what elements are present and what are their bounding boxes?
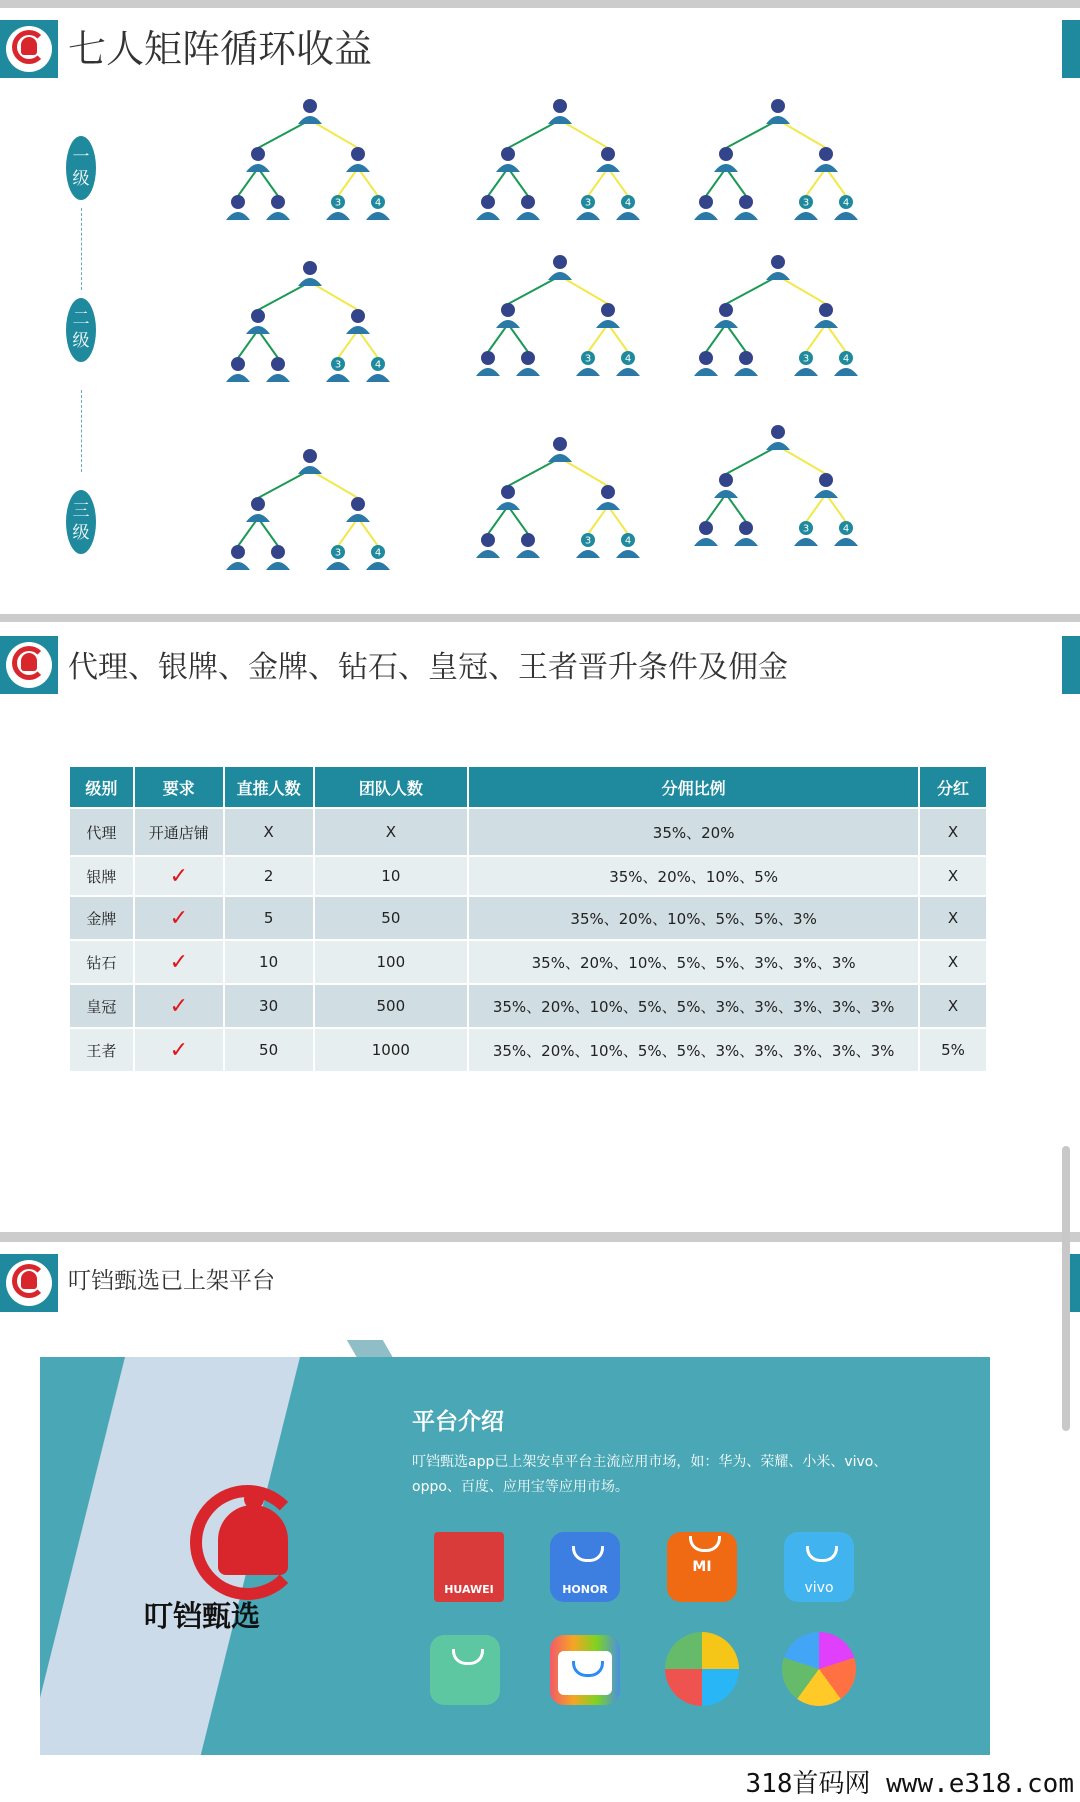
person-body-icon xyxy=(734,212,758,220)
cell-level: 银牌 xyxy=(69,856,134,896)
person-icon xyxy=(271,357,285,371)
tree-connector xyxy=(508,506,528,534)
top-separator xyxy=(0,0,1080,8)
cell-ratio: 35%、20%、10%、5%、5%、3%、3%、3%、3%、3% xyxy=(468,1028,919,1072)
person-body-icon xyxy=(476,550,500,558)
person-body-icon xyxy=(596,164,620,172)
person-body-icon xyxy=(616,550,640,558)
node-number: 4 xyxy=(624,353,632,365)
person-body-icon xyxy=(476,368,500,376)
cell-level: 代理 xyxy=(69,808,134,856)
xiaomi-app-icon: MI xyxy=(667,1532,737,1602)
cell-bonus: 5% xyxy=(919,1028,987,1072)
cell-direct: X xyxy=(224,808,314,856)
person-body-icon xyxy=(266,374,290,382)
person-icon xyxy=(553,437,567,451)
matrix-tree-diagram xyxy=(0,8,1080,614)
cell-ratio: 35%、20%、10%、5%、5%、3%、3%、3%、3%、3% xyxy=(468,984,919,1028)
person-icon xyxy=(553,255,567,269)
cell-team: 10 xyxy=(314,856,469,896)
tree-connector xyxy=(588,324,608,352)
person-body-icon xyxy=(326,562,350,570)
table-row xyxy=(69,1028,987,1072)
cell-team: 100 xyxy=(314,940,469,984)
header-tab xyxy=(1062,636,1080,694)
person-body-icon xyxy=(246,164,270,172)
platform-card xyxy=(40,1357,990,1755)
person-icon xyxy=(351,309,365,323)
person-icon xyxy=(739,195,753,209)
tree-connector xyxy=(358,518,378,546)
tree-connector xyxy=(726,446,778,474)
cell-level: 钻石 xyxy=(69,940,134,984)
person-body-icon xyxy=(834,212,858,220)
tree-connector xyxy=(258,330,278,358)
cell-bonus: X xyxy=(919,896,987,940)
person-icon xyxy=(251,497,265,511)
tree-connector xyxy=(238,518,258,546)
person-icon xyxy=(231,357,245,371)
person-body-icon xyxy=(476,212,500,220)
commission-table xyxy=(68,765,988,1073)
person-body-icon xyxy=(694,212,718,220)
person-icon xyxy=(601,485,615,499)
person-body-icon xyxy=(548,454,572,462)
cell-ratio: 35%、20%、10%、5%、5%、3% xyxy=(468,896,919,940)
person-icon xyxy=(719,473,733,487)
tree-connector xyxy=(258,470,310,498)
table-row xyxy=(69,940,987,984)
level-pill-1: 一 级 xyxy=(66,136,96,200)
person-body-icon xyxy=(734,368,758,376)
cell-team: 500 xyxy=(314,984,469,1028)
tree-connector xyxy=(508,168,528,196)
person-icon xyxy=(501,147,515,161)
person-icon xyxy=(771,425,785,439)
tree-connector xyxy=(826,168,846,196)
person-icon xyxy=(351,147,365,161)
person-body-icon xyxy=(694,538,718,546)
person-icon xyxy=(501,485,515,499)
tree-connector xyxy=(726,494,746,522)
person-icon xyxy=(719,303,733,317)
person-body-icon xyxy=(814,320,838,328)
tree-connector xyxy=(608,324,628,352)
person-body-icon xyxy=(266,562,290,570)
page-title: 代理、银牌、金牌、钻石、皇冠、王者晋升条件及佣金 xyxy=(68,650,788,685)
header-bonus: 分红 xyxy=(919,766,987,808)
cell-team: 1000 xyxy=(314,1028,469,1072)
honor-app-icon: HONOR xyxy=(550,1532,620,1602)
person-body-icon xyxy=(226,562,250,570)
person-icon xyxy=(521,195,535,209)
360-app-icon xyxy=(782,1632,856,1706)
cell-ratio: 35%、20%、10%、5% xyxy=(468,856,919,896)
header-team: 团队人数 xyxy=(314,766,469,808)
person-body-icon xyxy=(346,164,370,172)
level-pill-2: 二 级 xyxy=(66,298,96,362)
person-body-icon xyxy=(496,164,520,172)
tree-connector xyxy=(488,168,508,196)
person-body-icon xyxy=(734,538,758,546)
person-body-icon xyxy=(246,514,270,522)
person-icon xyxy=(251,147,265,161)
tree-connector xyxy=(560,458,608,486)
check-icon: ✓ xyxy=(134,896,224,940)
check-icon: ✓ xyxy=(134,856,224,896)
tree-connector xyxy=(826,494,846,522)
platform-intro: 叮铛甄选app已上架安卓平台主流应用市场，如：华为、荣耀、小米、vivo、oppo、百度、应用宝等应用市场。 xyxy=(412,1454,888,1495)
person-body-icon xyxy=(326,374,350,382)
person-body-icon xyxy=(298,116,322,124)
yingyongbao-app-icon xyxy=(665,1632,739,1706)
person-icon xyxy=(351,497,365,511)
cell-bonus: X xyxy=(919,808,987,856)
cell-ratio: 35%、20% xyxy=(468,808,919,856)
person-body-icon xyxy=(596,320,620,328)
cell-team: 50 xyxy=(314,896,469,940)
separator-2 xyxy=(0,1232,1080,1242)
tree-connector xyxy=(608,506,628,534)
node-number: 4 xyxy=(842,197,850,209)
person-icon xyxy=(303,261,317,275)
person-body-icon xyxy=(694,368,718,376)
person-icon xyxy=(819,473,833,487)
cell-ratio: 35%、20%、10%、5%、5%、3%、3%、3% xyxy=(468,940,919,984)
tree-connector xyxy=(726,120,778,148)
tree-connector xyxy=(310,120,358,148)
person-body-icon xyxy=(714,490,738,498)
person-icon xyxy=(481,533,495,547)
person-body-icon xyxy=(794,212,818,220)
person-icon xyxy=(553,99,567,113)
table-row xyxy=(69,856,987,896)
tree-connector xyxy=(508,458,560,486)
person-body-icon xyxy=(548,272,572,280)
tree-connector xyxy=(338,330,358,358)
person-icon xyxy=(601,303,615,317)
person-body-icon xyxy=(714,164,738,172)
person-icon xyxy=(699,195,713,209)
person-body-icon xyxy=(326,212,350,220)
person-icon xyxy=(521,351,535,365)
header-direct: 直推人数 xyxy=(224,766,314,808)
tree-connector xyxy=(258,120,310,148)
person-icon xyxy=(303,449,317,463)
tree-connector xyxy=(806,168,826,196)
person-body-icon xyxy=(814,164,838,172)
person-body-icon xyxy=(576,212,600,220)
person-body-icon xyxy=(226,212,250,220)
cell-team: X xyxy=(314,808,469,856)
person-icon xyxy=(699,521,713,535)
person-icon xyxy=(601,147,615,161)
cell-bonus: X xyxy=(919,856,987,896)
tree-connector xyxy=(238,168,258,196)
slide-matrix xyxy=(0,8,1080,614)
header-level: 级别 xyxy=(69,766,134,808)
person-body-icon xyxy=(246,326,270,334)
person-body-icon xyxy=(226,374,250,382)
node-number: 4 xyxy=(374,359,382,371)
cell-direct: 2 xyxy=(224,856,314,896)
page-title: 七人矩阵循环收益 xyxy=(68,27,373,71)
watermark: 318首码网 www.e318.com xyxy=(745,1769,1074,1799)
tree-connector xyxy=(560,276,608,304)
person-body-icon xyxy=(298,466,322,474)
cell-direct: 10 xyxy=(224,940,314,984)
person-body-icon xyxy=(794,368,818,376)
person-body-icon xyxy=(576,368,600,376)
tree-connector xyxy=(488,324,508,352)
baidu-app-icon xyxy=(550,1635,620,1705)
person-body-icon xyxy=(814,490,838,498)
person-icon xyxy=(521,533,535,547)
node-number: 3 xyxy=(584,353,592,365)
person-body-icon xyxy=(834,368,858,376)
cell-direct: 30 xyxy=(224,984,314,1028)
person-icon xyxy=(271,195,285,209)
table-row xyxy=(69,984,987,1028)
person-icon xyxy=(771,99,785,113)
cell-requirement: 开通店铺 xyxy=(134,808,224,856)
person-icon xyxy=(739,351,753,365)
node-number: 3 xyxy=(802,353,810,365)
check-icon: ✓ xyxy=(134,984,224,1028)
tree-connector xyxy=(608,168,628,196)
node-number: 4 xyxy=(842,523,850,535)
tree-connector xyxy=(806,494,826,522)
person-body-icon xyxy=(766,116,790,124)
header-requirement: 要求 xyxy=(134,766,224,808)
tree-connector xyxy=(238,330,258,358)
person-body-icon xyxy=(366,212,390,220)
tree-connector xyxy=(826,324,846,352)
tree-connector xyxy=(508,276,560,304)
person-icon xyxy=(699,351,713,365)
person-icon xyxy=(481,351,495,365)
person-body-icon xyxy=(794,538,818,546)
person-body-icon xyxy=(766,272,790,280)
tree-connector xyxy=(588,506,608,534)
scrollbar[interactable] xyxy=(1062,1146,1070,1431)
tree-connector xyxy=(726,324,746,352)
person-icon xyxy=(271,545,285,559)
cell-level: 王者 xyxy=(69,1028,134,1072)
platform-heading: 平台介绍 xyxy=(412,1409,504,1435)
vivo-app-icon: vivo xyxy=(784,1532,854,1602)
tree-connector xyxy=(310,282,358,310)
tree-connector xyxy=(338,168,358,196)
node-number: 3 xyxy=(802,197,810,209)
bell-icon xyxy=(218,1505,288,1575)
person-body-icon xyxy=(616,212,640,220)
tree-connector xyxy=(778,120,826,148)
tree-connector xyxy=(560,120,608,148)
tree-connector xyxy=(258,282,310,310)
person-body-icon xyxy=(596,502,620,510)
oppo-app-icon xyxy=(430,1635,500,1705)
tree-connector xyxy=(258,518,278,546)
tree-connector xyxy=(726,168,746,196)
cell-level: 皇冠 xyxy=(69,984,134,1028)
person-icon xyxy=(819,303,833,317)
person-icon xyxy=(231,195,245,209)
tree-connector xyxy=(310,470,358,498)
tree-connector xyxy=(508,324,528,352)
person-icon xyxy=(771,255,785,269)
tree-connector xyxy=(488,506,508,534)
brand-name: 叮铛甄选 xyxy=(144,1599,261,1633)
tree-connector xyxy=(258,168,278,196)
logo-icon xyxy=(0,636,58,694)
node-number: 3 xyxy=(802,523,810,535)
tree-connector xyxy=(338,518,358,546)
person-body-icon xyxy=(766,442,790,450)
header-ratio: 分佣比例 xyxy=(468,766,919,808)
node-number: 3 xyxy=(334,359,342,371)
person-body-icon xyxy=(266,212,290,220)
person-body-icon xyxy=(714,320,738,328)
tree-connector xyxy=(726,276,778,304)
person-body-icon xyxy=(346,326,370,334)
node-number: 4 xyxy=(624,535,632,547)
person-body-icon xyxy=(366,374,390,382)
person-icon xyxy=(501,303,515,317)
node-number: 4 xyxy=(374,547,382,559)
huawei-app-icon: HUAWEI xyxy=(434,1532,504,1602)
node-number: 4 xyxy=(842,353,850,365)
person-body-icon xyxy=(496,320,520,328)
person-icon xyxy=(719,147,733,161)
page-title: 叮铛甄选已上架平台 xyxy=(68,1268,275,1294)
person-icon xyxy=(251,309,265,323)
cell-bonus: X xyxy=(919,940,987,984)
table-row xyxy=(69,896,987,940)
person-body-icon xyxy=(366,562,390,570)
table-header-row xyxy=(69,766,987,808)
tree-connector xyxy=(588,168,608,196)
person-icon xyxy=(819,147,833,161)
tree-connector xyxy=(706,324,726,352)
person-body-icon xyxy=(576,550,600,558)
node-number: 4 xyxy=(624,197,632,209)
cell-level: 金牌 xyxy=(69,896,134,940)
node-number: 4 xyxy=(374,197,382,209)
separator-1 xyxy=(0,614,1080,622)
tree-connector xyxy=(706,168,726,196)
tree-connector xyxy=(806,324,826,352)
person-icon xyxy=(481,195,495,209)
person-body-icon xyxy=(298,278,322,286)
tree-connector xyxy=(706,494,726,522)
node-number: 3 xyxy=(334,197,342,209)
tree-connector xyxy=(508,120,560,148)
tree-connector xyxy=(778,276,826,304)
person-body-icon xyxy=(548,116,572,124)
person-icon xyxy=(231,545,245,559)
node-number: 3 xyxy=(584,197,592,209)
logo-icon xyxy=(0,1254,58,1312)
person-body-icon xyxy=(346,514,370,522)
node-number: 3 xyxy=(334,547,342,559)
check-icon: ✓ xyxy=(134,1028,224,1072)
level-pill-3: 三 级 xyxy=(66,490,96,554)
tree-connector xyxy=(358,330,378,358)
node-number: 3 xyxy=(584,535,592,547)
person-body-icon xyxy=(496,502,520,510)
person-icon xyxy=(303,99,317,113)
person-icon xyxy=(739,521,753,535)
tree-connector xyxy=(778,446,826,474)
cell-direct: 5 xyxy=(224,896,314,940)
person-body-icon xyxy=(516,212,540,220)
person-body-icon xyxy=(516,550,540,558)
tree-connector xyxy=(358,168,378,196)
person-body-icon xyxy=(834,538,858,546)
person-body-icon xyxy=(516,368,540,376)
check-icon: ✓ xyxy=(134,940,224,984)
cell-bonus: X xyxy=(919,984,987,1028)
cell-direct: 50 xyxy=(224,1028,314,1072)
table-row xyxy=(69,808,987,856)
person-body-icon xyxy=(616,368,640,376)
